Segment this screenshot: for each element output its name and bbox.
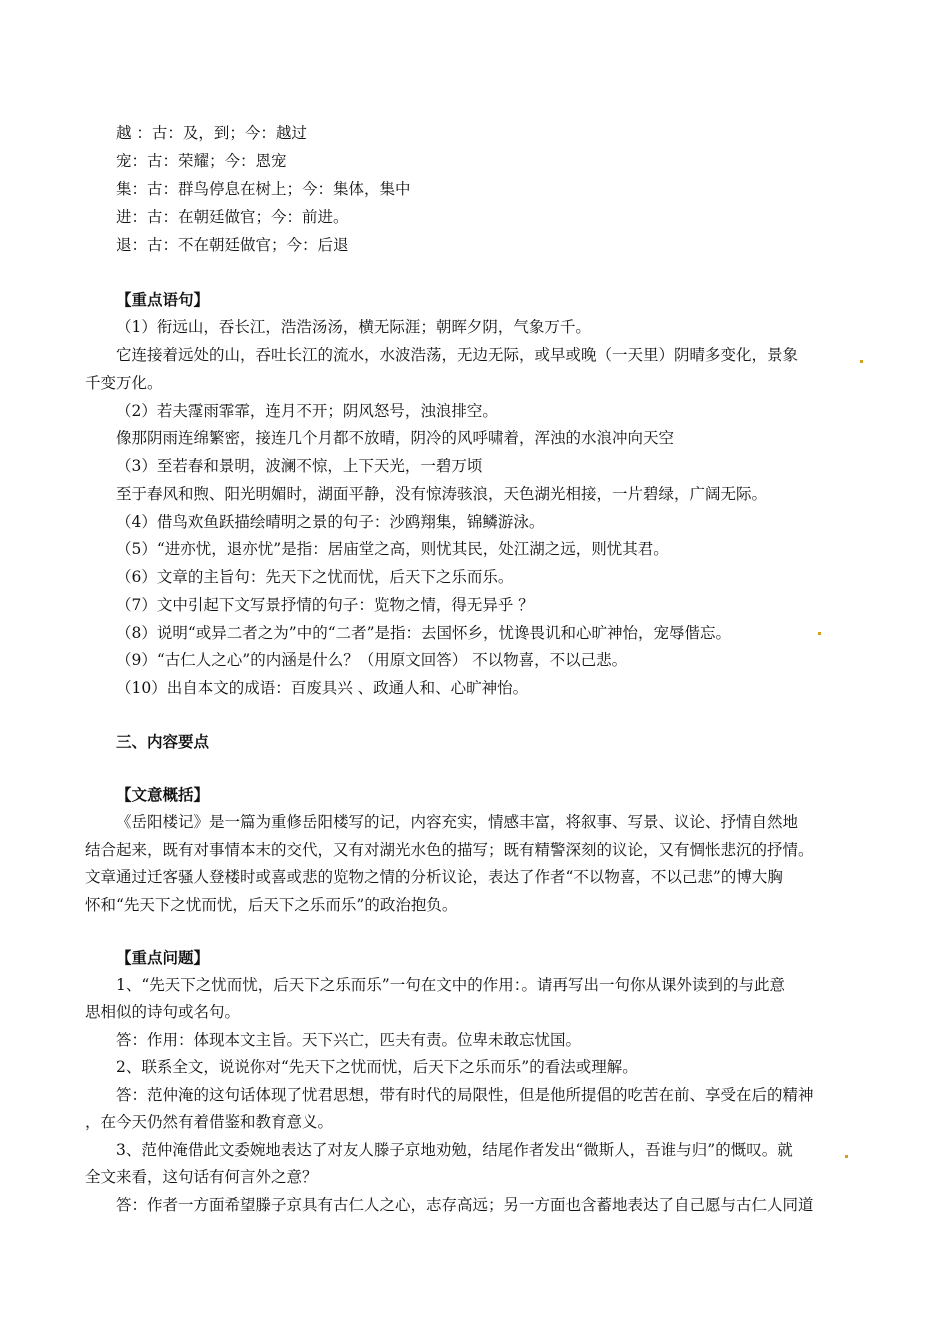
marker-dot <box>860 360 863 363</box>
sentence-line: （10）出自本文的成语：百废具兴 、政通人和、心旷神怡。 <box>116 679 529 697</box>
vocab-line: 进：古：在朝廷做官；今：前进。 <box>116 208 349 226</box>
sentence-line: 千变万化。 <box>85 374 163 392</box>
summary-line: 结合起来，既有对事情本末的交代，又有对湖光水色的描写；既有精警深刻的议论，又有惆怅悲沉的抒情。 <box>85 841 814 859</box>
questions-heading: 【重点问题】 <box>116 948 210 967</box>
answer-line: 答：范仲淹的这句话体现了忧君思想，带有时代的局限性，但是他所提倡的吃苦在前、享受在后的精神 <box>116 1086 814 1104</box>
sentence-line: （1）衔远山，吞长江，浩浩汤汤，横无际涯；朝晖夕阴，气象万千。 <box>116 318 591 336</box>
vocab-line: 退：古：不在朝廷做官；今：后退 <box>116 236 349 254</box>
answer-line: 答：作者一方面希望滕子京具有古仁人之心，志存高远；另一方面也含蓄地表达了自己愿与古仁人同道 <box>116 1196 814 1214</box>
answer-line: ，在今天仍然有着借鉴和教育意义。 <box>85 1113 334 1131</box>
summary-heading: 【文意概括】 <box>116 785 210 804</box>
section-heading: 三、内容要点 <box>116 732 210 751</box>
vocab-line: 宠：古：荣耀；今：恩宠 <box>116 152 287 170</box>
question-line: 全文来看，这句话有何言外之意？ <box>85 1168 318 1186</box>
question-line: 2、联系全文，说说你对“先天下之忧而忧，后天下之乐而乐”的看法或理解。 <box>116 1058 638 1076</box>
summary-line: 《岳阳楼记》是一篇为重修岳阳楼写的记，内容充实，情感丰富，将叙事、写景、议论、抒情自然地 <box>116 813 799 831</box>
key-sentences-heading: 【重点语句】 <box>116 290 210 309</box>
vocab-line: 集：古：群鸟停息在树上；今：集体，集中 <box>116 180 411 198</box>
summary-line: 怀和“先天下之忧而忧，后天下之乐而乐”的政治抱负。 <box>85 896 458 914</box>
sentence-line: （5）“进亦忧，退亦忧”是指：居庙堂之高，则忧其民，处江湖之远，则忧其君。 <box>116 540 669 558</box>
marker-dot <box>818 632 821 635</box>
sentence-line: （3）至若春和景明，波澜不惊，上下天光，一碧万顷 <box>116 457 483 475</box>
question-line: 3、范仲淹借此文委婉地表达了对友人滕子京地劝勉，结尾作者发出“微斯人，吾谁与归”的慨叹。就 <box>116 1141 793 1159</box>
vocab-line: 越 ：古：及，到；今：越过 <box>116 124 307 142</box>
sentence-line: （9）“古仁人之心”的内涵是什么？（用原文回答） 不以物喜，不以己悲。 <box>116 651 628 669</box>
sentence-line: （6）文章的主旨句：先天下之忧而忧，后天下之乐而乐。 <box>116 568 514 586</box>
sentence-line: 它连接着远处的山，吞吐长江的流水，水波浩荡，无边无际，或早或晚（一天里）阴晴多变化，景象 <box>116 346 799 364</box>
sentence-line: （8）说明“或异二者之为”中的“二者”是指：去国怀乡，忧谗畏讥和心旷神怡，宠辱偕忘。 <box>116 624 732 642</box>
sentence-line: 像那阴雨连绵繁密，接连几个月都不放晴，阴冷的风呼啸着，浑浊的水浪冲向天空 <box>116 429 675 447</box>
marker-dot <box>845 1155 848 1158</box>
sentence-line: （7）文中引起下文写景抒情的句子：览物之情，得无异乎 ？ <box>116 596 534 614</box>
sentence-line: （4）借鸟欢鱼跃描绘晴明之景的句子：沙鸥翔集，锦鳞游泳。 <box>116 513 545 531</box>
question-line: 1、“先天下之忧而忧，后天下之乐而乐”一句在文中的作用：。请再写出一句你从课外读到的与此意 <box>116 976 785 994</box>
question-line: 思相似的诗句或名句。 <box>85 1003 241 1021</box>
summary-line: 文章通过迁客骚人登楼时或喜或悲的览物之情的分析议论，表达了作者“不以物喜，不以己悲”的博大胸 <box>85 868 783 886</box>
sentence-line: 至于春风和煦、阳光明媚时，湖面平静，没有惊涛骇浪，天色湖光相接，一片碧绿，广阔无际。 <box>116 485 768 503</box>
sentence-line: （2）若夫霪雨霏霏，连月不开；阴风怒号，浊浪排空。 <box>116 402 498 420</box>
answer-line: 答：作用：体现本文主旨。天下兴亡，匹夫有责。位卑未敢忘忧国。 <box>116 1031 582 1049</box>
